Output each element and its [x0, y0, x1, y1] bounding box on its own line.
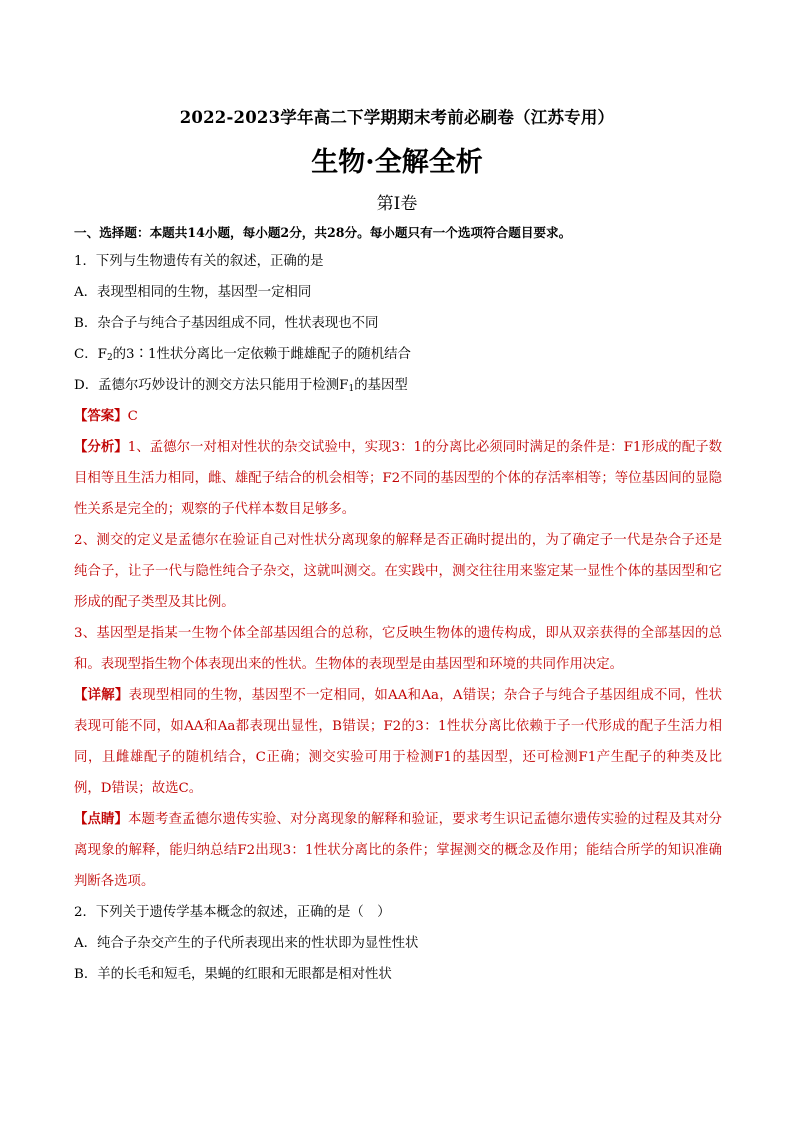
volume-label: 第Ⅰ卷 — [376, 194, 418, 214]
option-a: A．纯合子杂交产生的子代所表现出来的性状即为显性性状 — [74, 936, 419, 951]
exam-subtitle: 生物·全解全析 — [311, 147, 483, 178]
option-c — [74, 339, 722, 370]
question-stem: 2．下列关于遗传学基本概念的叙述，正确的是（ ） — [74, 905, 391, 920]
comment-text: 本题考查孟德尔遗传实验、对分离现象的解释和验证，要求考生识记孟德尔遗传实验的过程及其对分离现象的解释，能归纳总结F2出现3：1性状分离比的条件；掌握测交的概念及作用；能结合所学的知识准确判断各选项。 — [74, 812, 723, 889]
option-c-text-1: C．F — [74, 347, 107, 362]
option-c-subscript: 2 — [106, 353, 113, 363]
option-c-text-2: 的3∶1性状分离比一定依赖于雌雄配子的随机结合 — [112, 347, 411, 362]
option-b: B．羊的长毛和短毛，果蝇的红眼和无眼都是相对性状 — [74, 967, 392, 982]
option-d-text-2: 的基因型 — [354, 378, 408, 393]
analysis-text-1: 1、孟德尔一对相对性状的杂交试验中，实现3：1的分离比必须同时满足的条件是：F1形成的配子数目相等且生活力相同，雌、雄配子结合的机会相等；F2不同的基因型的个体的存活率相等；等位基因间的显隐性关系是完全的；观察的子代样本数目足够多。 — [74, 440, 722, 517]
exam-title: 2022-2023学年高二下学期期末考前必刷卷（江苏专用） — [179, 108, 615, 127]
analysis-paragraph-3: 3、基因型是指某一生物个体全部基因组合的总称，它反映生物体的遗传构成，即从双亲获得的全部基因的总和。表现型指生物个体表现出来的性状。生物体的表现型是由基因型和环境的共同作用决定。 — [74, 626, 722, 672]
option-a: A．表现型相同的生物，基因型一定相同 — [74, 285, 312, 300]
question-1 — [74, 246, 722, 897]
analysis-paragraph-1 — [74, 432, 722, 525]
analysis-paragraph-2: 2、测交的定义是孟德尔在验证自己对性状分离现象的解释是否正确时提出的，为了确定子一代是杂合子还是纯合子，让子一代与隐性纯合子杂交，这就叫测交。在实践中，测交往往用来鉴定某一显性个体的基因型和它形成的配子类型及其比例。 — [74, 533, 722, 610]
comment-tag: 【点睛】 — [74, 811, 129, 827]
option-d — [74, 370, 722, 401]
question-2 — [74, 897, 722, 990]
question-stem: 1．下列与生物遗传有关的叙述，正确的是 — [74, 254, 324, 269]
exam-content — [74, 220, 722, 990]
detail-tag: 【详解】 — [74, 687, 129, 703]
answer-value: C — [127, 409, 138, 424]
option-d-subscript: 1 — [348, 384, 355, 394]
comment-paragraph — [74, 804, 722, 897]
option-b: B．杂合子与纯合子基因组成不同，性状表现也不同 — [74, 316, 379, 331]
analysis-tag: 【分析】 — [74, 439, 128, 455]
answer-tag: 【答案】 — [74, 408, 128, 424]
section-heading: 一、选择题：本题共14小题，每小题2分，共28分。每小题只有一个选项符合题目要求。 — [74, 225, 572, 240]
detail-text: 表现型相同的生物，基因型不一定相同，如AA和Aa，A错误；杂合子与纯合子基因组成不同，性状表现可能不同，如AA和Aa都表现出显性，B错误；F2的3：1性状分离比依赖于子一代形成的配子生活力相同，且雌雄配子的随机结合，C正确；测交实验可用于检测F1的基因型，还可检测F1产生配子的种类及比例，D错误；故选C。 — [74, 688, 722, 796]
detail-paragraph — [74, 680, 722, 804]
option-d-text-1: D．孟德尔巧妙设计的测交方法只能用于检测F — [74, 378, 349, 393]
answer-line — [74, 401, 722, 432]
